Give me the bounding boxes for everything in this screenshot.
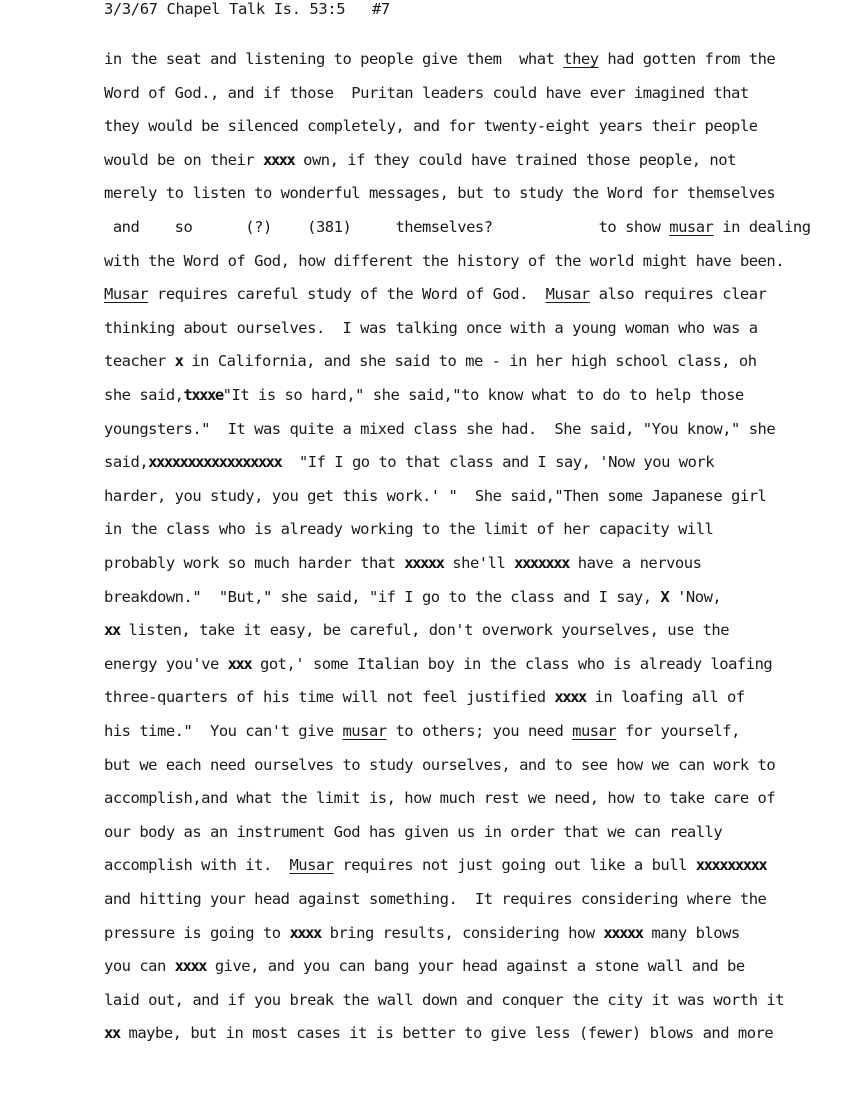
text-run: you can (104, 957, 175, 976)
text-line (104, 856, 766, 874)
struck-out-text: xxxx (554, 688, 586, 707)
text-run: and so (?) (381) themselves? to show (104, 218, 670, 236)
text-line (104, 789, 775, 807)
struck-out-text: xxxx (174, 957, 206, 976)
text-line (104, 285, 766, 303)
struck-out-text: x (174, 352, 183, 371)
text-line (104, 991, 784, 1009)
struck-out-text: txxxe (183, 386, 223, 404)
text-run: in California, and she said to me - in her high school class, oh (182, 352, 757, 371)
text-run: with the Word of God, how different the history of the world might have been. (104, 251, 785, 270)
text-line (104, 1024, 773, 1042)
underlined-word: musar (342, 722, 387, 740)
text-line (104, 823, 722, 841)
text-line (104, 487, 766, 505)
text-line (104, 756, 775, 774)
struck-out-text: xxx (227, 654, 252, 673)
text-run: pressure is going to (104, 923, 290, 942)
text-line (104, 722, 740, 740)
text-run: harder, you study, you get this work.' " She said,"Then some Japanese girl (104, 486, 767, 505)
text-run: breakdown." "But," she said, "if I go to the class and I say, (104, 587, 661, 606)
text-run: own, if they could have trained those people, not (294, 150, 736, 169)
struck-out-text: xx (104, 1024, 120, 1043)
text-run: in the seat and listening to people give them what (104, 50, 564, 68)
text-line (104, 655, 772, 673)
text-line (104, 621, 729, 639)
text-run: and hitting your head against something. It requires considering where the (104, 890, 767, 908)
text-run: in dealing (713, 218, 811, 236)
text-line (104, 588, 721, 606)
text-run: accomplish with it. (104, 856, 290, 875)
text-run: to others; you need (386, 722, 573, 740)
text-run: give, and you can bang your head against a stone wall and be (205, 957, 745, 976)
text-run: had gotten from the (598, 50, 776, 68)
struck-out-text: xx (104, 621, 120, 640)
text-run: got,' some Italian boy in the class who is already loafing (251, 654, 773, 673)
text-line (104, 84, 749, 102)
text-run: listen, take it easy, be careful, don't overwork yourselves, use the (119, 621, 730, 640)
text-run: for yourself, (616, 722, 740, 740)
text-line (104, 117, 758, 135)
text-run: bring results, considering how (320, 923, 604, 942)
underlined-word: Musar (545, 285, 590, 304)
text-run: "It is so hard," she said,"to know what to do to help those (222, 386, 744, 404)
underlined-word: musar (572, 722, 617, 740)
text-line (104, 554, 701, 572)
text-run: but we each need ourselves to study ourselves, and to see how we can work to (104, 755, 776, 774)
text-run: merely to listen to wonderful messages, but to study the Word for themselves (104, 184, 776, 203)
text-run: his time." You can't give (104, 722, 343, 740)
text-line (104, 184, 775, 202)
text-line (104, 924, 740, 942)
text-run: thinking about ourselves. I was talking once with a young woman who was a (104, 318, 758, 337)
text-line (104, 520, 713, 538)
text-run: our body as an instrument God has given us in order that we can really (104, 822, 723, 841)
text-run: in the class who is already working to the limit of her capacity will (104, 520, 714, 539)
text-run: energy you've (104, 654, 228, 673)
text-run: many blows (642, 923, 740, 942)
text-run: requires careful study of the Word of God. (148, 285, 546, 304)
text-run: have a nervous (568, 554, 702, 572)
underlined-word: Musar (104, 285, 149, 304)
text-line (104, 420, 775, 438)
text-run: laid out, and if you break the wall down and conquer the city it was worth it (104, 990, 785, 1009)
text-run: teacher (104, 352, 175, 371)
text-run: three-quarters of his time will not feel justified (104, 688, 555, 707)
text-run: said, (104, 453, 149, 472)
text-line (104, 50, 775, 68)
struck-out-text: xxxx (262, 150, 295, 169)
struck-out-text: xxxxxxxxx (695, 856, 767, 875)
text-run: she said, (104, 386, 184, 404)
text-line (104, 386, 744, 404)
struck-out-text: xxxxx (404, 554, 444, 572)
text-line (104, 218, 811, 236)
text-line (104, 890, 766, 908)
struck-out-text: xxxxxxx (514, 554, 569, 572)
text-run: maybe, but in most cases it is better to give less (fewer) blows and more (119, 1024, 774, 1043)
struck-out-text: xxxx (289, 923, 321, 942)
text-run: would be on their (104, 150, 263, 169)
text-line (104, 151, 736, 169)
text-run: youngsters." It was quite a mixed class she had. She said, "You know," she (104, 419, 776, 438)
struck-out-text: X (660, 587, 669, 606)
text-run: "If I go to that class and I say, 'Now you work (281, 453, 715, 472)
text-run: they would be silenced completely, and for twenty-eight years their people (104, 117, 758, 136)
text-line (104, 688, 745, 706)
underlined-word: they (563, 50, 599, 68)
text-run: also requires clear (589, 285, 767, 304)
text-line (104, 252, 784, 270)
text-run: accomplish,and what the limit is, how much rest we need, how to take care of (104, 789, 776, 808)
text-line (104, 957, 745, 975)
text-run: 'Now, (668, 587, 722, 606)
struck-out-text: xxxxxxxxxxxxxxxxx (148, 453, 282, 472)
text-run: she'll (443, 554, 515, 572)
text-run: probably work so much harder that (104, 554, 405, 572)
underlined-word: Musar (289, 856, 334, 875)
text-line (104, 453, 714, 471)
underlined-word: musar (669, 218, 714, 236)
text-run: Word of God., and if those Puritan leaders could have ever imagined that (104, 83, 749, 102)
page-header: 3/3/67 Chapel Talk Is. 53:5 #7 (104, 0, 390, 18)
text-run: requires not just going out like a bull (333, 856, 696, 875)
struck-out-text: xxxxx (603, 923, 643, 942)
text-run: in loafing all of (585, 688, 745, 707)
text-line (104, 352, 757, 370)
text-line (104, 319, 758, 337)
